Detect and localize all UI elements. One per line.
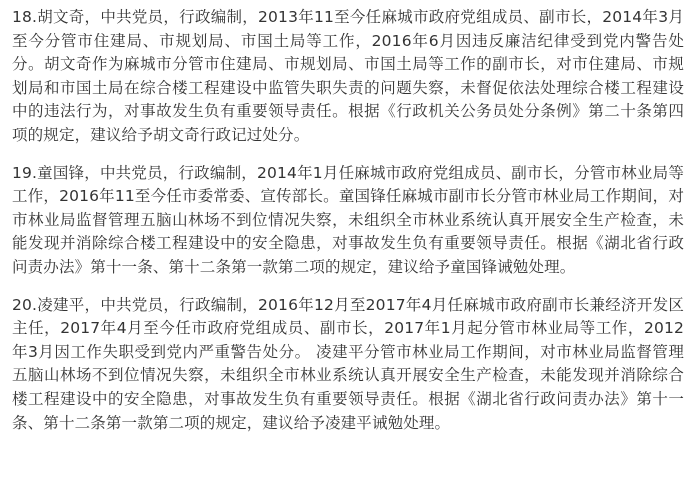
paragraph-item-19: 19.童国锋，中共党员，行政编制，2014年1月任麻城市政府党组成员、副市长，分管市林业局等工作，2016年11至今任市委常委、宣传部长。童国锋任麻城市副市长分管市林业局工作期间，对市林业局监督管理五脑山林场不到位情况失察，未组织全市林业系统认真开展安全生产检查，未能发现并消除综合楼工程建设中的安全隐患，对事故发生负有重要领导责任。根据《湖北省行政问责办法》第十一条、第十二条第一款第二项的规定，建议给予童国锋诫勉处理。 — [12, 163, 684, 276]
paragraph-spacer — [12, 280, 684, 294]
paragraph-spacer — [12, 148, 684, 162]
paragraph-item-18: 18.胡文奇，中共党员，行政编制，2013年11至今任麻城市政府党组成员、副市长，2014年3月至今分管市住建局、市规划局、市国土局等工作，2016年6月因违反廉洁纪律受到党内警告处分。胡文奇作为麻城市分管市住建局、市规划局、市国土局等工作的副市长，对市住建局、市规划局和市国土局在综合楼工程建设中监管失职失责的问题失察，未督促依法处理综合楼工程建设中的违法行为，对事故发生负有重要领导责任。根据《行政机关公务员处分条例》第二十条第四项的规定，建议给予胡文奇行政记过处分。 — [12, 8, 684, 144]
paragraph-item-20: 20.凌建平，中共党员，行政编制，2016年12月至2017年4月任麻城市政府副市长兼经济开发区主任，2017年4月至今任市政府党组成员、副市长，2017年1月起分管市林业局等工作，2012年3月因工作失职受到党内严重警告处分。 凌建平分管市林业局工作期间，对市林业局监督管理五脑山林场不到位情况失察，未组织全市林业系统认真开展安全生产检查，未能发现并消除综合楼工程建设中的安全隐患，对事故发生负有重要领导责任。根据《湖北省行政问责办法》第十一条、第十二条第一款第二项的规定，建议给予凌建平诫勉处理。 — [12, 295, 684, 432]
